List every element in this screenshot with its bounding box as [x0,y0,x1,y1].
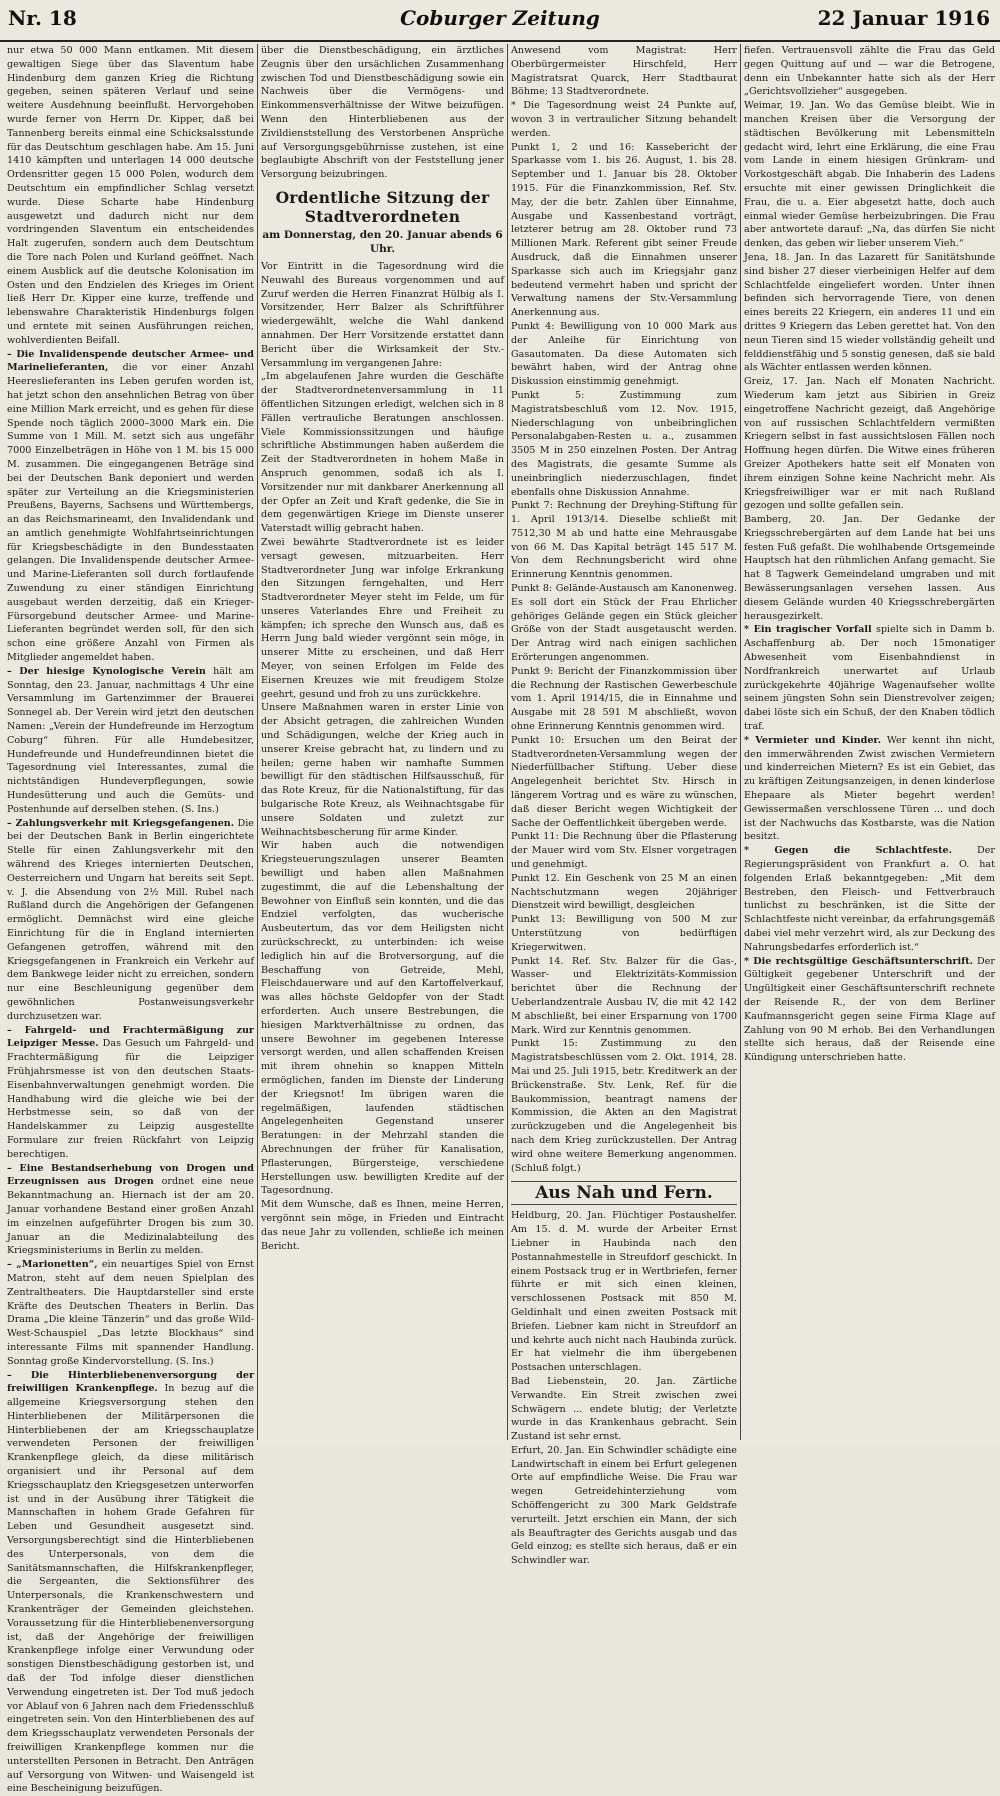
article-paragraph: Wir haben auch die notwendigen Kriegsteuerungszulagen unserer Beamten bewilligt und haben allen Maßnahmen zugestimmt, die auf die Lebenshaltung der Bewohner von Einfluß sein konnten, und die das Endziel verfolgten, das wucherische Ausbeutertum, das vor dem Heiligsten nicht zurückschreckt, zu unterbinden: ich weise lediglich hin auf die Brotversorgung, auf die Beschaffung von Getreide, Mehl, Fleischdauerware und auf den Kartoffelverkauf, was alles höchste Geldopfer von der Stadt erforderten. Auch unsere Bestrebungen, die hiesigen Marktverhältnisse zu ordnen, das unsere Bewohner im gegebenen Interesse versorgt werden, und allen schaffenden Kreisen mit ihrem ohnehin so knappen Mitteln ermöglichen, fanden im Dienste der Linderung der Kriegsnot! Im übrigen waren die regelmäßigen, laufenden städtischen Angelegenheiten Gegenstand unserer Beratungen: in der Mehrzahl standen die Abrechnungen der früher für Kanalisation, Pflasterungen, Bürgersteige, verschiedene Herstellungen usw. bewilligten Kredite auf der Tagesordnung. [261,839,504,1198]
article-heading: – Zahlungsverkehr mit Kriegsgefangenen. [7,818,234,829]
article-paragraph [744,623,995,733]
column-1 [4,44,257,1440]
article-heading: * Ein tragischer Vorfall [744,624,872,635]
article-paragraph: Punkt 5: Zustimmung zum Magistratsbeschluß vom 12. Nov. 1915, Niederschlagung von unbeibringlichen Personalabgaben-Resten u. a., zusammen 3505 M in 250 einzelnen Posten. Der Antrag des Magistrats, die gesamte Summe als uneinbringlich niederzuschlagen, findet ebenfalls ohne Diskussion Annahme. [511,389,737,499]
article-paragraph: Punkt 1, 2 und 16: Kassebericht der Sparkasse vom 1. bis 26. August, 1. bis 28. September und 1. Januar bis 28. Oktober 1915. Für die Finanzkommission, Ref. Stv. May, der die betr. Zahlen über Einnahme, Ausgabe und Kassenbestand vorträgt, letzterer betrug am 28. Oktober rund 73 Millionen Mark. Referent gibt seiner Freude Ausdruck, daß die Einnahmen unserer Sparkasse sich auch im Kriegsjahr ganz bedeutend vermehrt haben und spricht der Verwaltung namens der Stv.-Versammlung Anerkennung aus. [511,141,737,320]
article-paragraph: Punkt 8: Gelände-Austausch am Kanonenweg. Es soll dort ein Stück der Frau Ehrlicher gehöriges Gelände gegen ein Stück gleicher Größe von der Stadt ausgetauscht werden. Der Antrag wird nach einigen sachlichen Erörterungen angenommen. [511,582,737,665]
column-3 [508,44,740,1440]
article-paragraph: „Im abgelaufenen Jahre wurden die Geschäfte der Stadtverordnetenversammlung in 11 öffentlichen Sitzungen erledigt, welchen sich in 8 Fällen vertrauliche Beratungen anschlossen. Viele Kommissionssitzungen und häufige schriftliche Abstimmungen haben außerdem die Zeit der Stadtverordneten in hohem Maße in Anspruch genommen, sodaß ich als I. Vorsitzender nur mit dankbarer Anerkennung all der Opfer an Zeit und Kraft gedenke, die Sie in dem gegenwärtigen Kriege im Dienste unserer Vaterstadt willig gebracht haben. [261,370,504,536]
article-text: Der Gültigkeit gegebener Unterschrift und der Ungültigkeit einer Geschäftsunterschrift rechnete der Reisende R., der von dem Berliner Kaufmannsgericht gegen seine Firma Klage auf Zahlung von 90 M erhob. Bei den Verhandlungen stellte sich heraus, daß der Reisende eine Kündigung unterschrieben hatte. [744,956,995,1064]
issue-date: 22 Januar 1916 [818,6,990,30]
article-paragraph [7,1024,254,1162]
article-text: Die bei der Deutschen Bank in Berlin eingerichtete Stelle für einen Zahlungsverkehr mit den während des Krieges internierten Deutschen, Oesterreichern und Ungarn hat bereits seit Sept. v. J. die Absendung von 2½ Mill. Rubel nach Rußland durch die Angehörigen der Gefangenen ermöglicht. Demnächst wird eine gleiche Einrichtung für die in England internierten Gefangenen getroffen, während mit den Kriegsgefangenen in Frankreich ein Verkehr auf dem Bankwege leider nicht zu erreichen, sondern nur eine Beschleunigung gegenüber dem gewöhnlichen Postanweisungsverkehr durchzusetzen war. [7,818,254,1022]
article-heading: – Eine Bestandserhebung von Drogen und Erzeugnissen aus Drogen [7,1163,254,1188]
article-paragraph: Weimar, 19. Jan. Wo das Gemüse bleibt. Wie in manchen Kreisen über die Versorgung der städtischen Bevölkerung mit Lebensmitteln gedacht wird, lehrt eine Erklärung, die eine Frau vom Lande in einem hiesigen Grünkram- und Vorkostgeschäft abgab. Die Inhaberin des Ladens ersuchte mit einer gewissen Dringlichkeit die Frau, die u. a. Eier abgesetzt hatte, doch auch einmal wieder Gemüse herbeizubringen. Die Frau aber antwortete darauf: „Na, das dürfen Sie nicht denken, das geben wir lieber unserem Vieh.“ [744,99,995,251]
article-paragraph: Bad Liebenstein, 20. Jan. Zärtliche Verwandte. Ein Streit zwischen zwei Schwägern ... endete blutig; der Verletzte wurde in das Krankenhaus gebracht. Sein Zustand ist sehr ernst. [511,1375,737,1444]
article-paragraph: Vor Eintritt in die Tagesordnung wird die Neuwahl des Bureaus vorgenommen und auf Zuruf werden die Herren Finanzrat Hülbig als I. Vorsitzender, Herr Balzer als Schriftführer wiedergewählt, welche die Wahl dankend annahmen. Der Herr Vorsitzende erstattet dann Bericht über die Wirksamkeit der Stv.-Versammlung im vergangenen Jahre: [261,260,504,370]
article-paragraph: Anwesend vom Magistrat: Herr Oberbürgermeister Hirschfeld, Herr Magistratsrat Quarck, Herr Stadtbaurat Böhme; 13 Stadtverordnete. [511,44,737,99]
issue-number: Nr. 18 [8,6,77,30]
article-paragraph: Bamberg, 20. Jan. Der Gedanke der Kriegsschrebergärten auf dem Lande hat bei uns festen Fuß gefaßt. Die wohlhabende Ortsgemeinde Hauptsch hat den rühmlichen Anfang gemacht. Sie hat 8 Tagwerk Gemeindeland umgraben und mit Bewässerungsanlagen versehen lassen. Aus diesem Gelände wurden 40 Kriegsschrebergärten herausgezirkelt. [744,513,995,623]
article-paragraph: Punkt 12. Ein Geschenk von 25 M an einen Nachtschutzmann wegen 20jähriger Dienstzeit wird bewilligt, desgleichen [511,872,737,913]
article-text: spielte sich in Damm b. Aschaffenburg ab. Der noch 15monatiger Abwesenheit vom Eisenbahndienst in Nordfrankreich unerwartet auf Urlaub zurückgekehrte 40jährige Wagenaufseher wollte seinem jüngsten Sohn sein Dienstrevolver zeigen; dabei löste sich ein Schuß, der den Knaben tödlich traf. [744,624,995,732]
article-paragraph [7,1162,254,1259]
article-paragraph: Punkt 13: Bewilligung von 500 M zur Unterstützung von bedürftigen Kriegerwitwen. [511,913,737,954]
article-text: Der Regierungspräsident von Frankfurt a. O. hat folgenden Erlaß bekanntgegeben: „Mit dem Bestreben, den Fleisch- und Fettverbrauch tunlichst zu beschränken, ist die Sitte der Schlachtfeste nicht vereinbar, da erfahrungsgemäß dabei viel mehr verzehrt wird, als zur Deckung des Nahrungsbedarfes erforderlich ist.“ [744,845,995,953]
column-4 [741,44,998,1440]
article-heading: – Der hiesige Kynologische Verein [7,666,206,677]
article-heading: – Die Invalidenspende deutscher Armee- und Marinelieferanten, [7,349,254,374]
article-paragraph: Erfurt, 20. Jan. Ein Schwindler schädigte eine Landwirtschaft in einem bei Erfurt gelegenen Orte auf empfindliche Weise. Die Frau war wegen Getreidehinterziehung vom Schöffengericht zu 300 Mark Geldstrafe verurteilt. Jetzt erschien ein Mann, der sich als Beauftragter des Gerichts ausgab und das Geld einzog; es stellte sich heraus, daß er ein Schwindler war. [511,1444,737,1568]
newspaper-title: Coburger Zeitung [0,6,1000,30]
article-paragraph: fiefen. Vertrauensvoll zählte die Frau das Geld gegen Quittung auf und — war die Betrogene, denn ein Unbekannter hatte sich als der Herr „Gerichtsvollzieher“ ausgegeben. [744,44,995,99]
columns [4,44,998,1440]
article-text: Das Gesuch um Fahrgeld- und Frachtermäßigung für die Leipziger Frühjahrsmesse ist von den deutschen Staats-Eisenbahnverwaltungen genehmigt worden. Die Handhabung wird die gleiche wie bei der Herbstmesse sein, so daß von der Handelskammer zu Leipzig ausgestellte Formulare zur freien Rückfahrt von Leipzig berechtigen. [7,1038,254,1159]
article-paragraph: Zwei bewährte Stadtverordnete ist es leider versagt gewesen, mitzuarbeiten. Herr Stadtverordneter Jung war infolge Erkrankung den Sitzungen ferngehalten, und Herr Stadtverordneter Meyer steht im Felde, um für unseres Vaterlandes Ehre und Freiheit zu kämpfen; ich spreche den Wunsch aus, daß es Herrn Jung bald wieder vergönnt sein möge, in unserer Mitte zu erscheinen, und daß Herr Meyer, von seinen Erfolgen im Felde des Eisernen Kreuzes wie mit freudigem Stolze geehrt, gesund und froh zu uns zurückkehre. [261,536,504,702]
section-title: Aus Nah und Fern. [511,1181,737,1205]
article-text: ein neuartiges Spiel von Ernst Matron, steht auf dem neuen Spielplan des Zentraltheaters. Die Hauptdarsteller sind erste Kräfte des Deutschen Theaters in Berlin. Das Drama „Die kleine Tänzerin“ und das große Wild-West-Schauspiel „Das letzte Blockhaus“ sind interessante Films mit spannender Handlung. Sonntag große Kindervorstellung. (S. Ins.) [7,1259,254,1367]
article-paragraph: über die Dienstbeschädigung, ein ärztliches Zeugnis über den ursächlichen Zusammenhang zwischen Tod und Dienstbeschädigung sowie ein Nachweis über die Vermögens- und Einkommensverhältnisse der Witwe beizufügen. Wenn den Hinterbliebenen aus der Zivildienststellung des Verstorbenen Ansprüche auf Versorgungsgebührnisse zustehen, ist eine beglaubigte Abschrift von der Feststellung jener Versorgung beizubringen. [261,44,504,182]
column-2 [258,44,507,1440]
article-paragraph: Jena, 18. Jan. In das Lazarett für Sanitätshunde sind bisher 27 dieser vierbeinigen Helfer auf dem Schlachtfelde eingeliefert worden. Unter ihnen befinden sich hervorragende Tiere, von denen eines bereits 22 Kriegern, ein anderes 11 und ein drittes 9 Kriegern das Leben gerettet hat. Von den neun Tieren sind 15 wieder vollständig geheilt und felddienstfähig und 5 sonstig genesen, daß sie bald als Wächter entlassen werden können. [744,251,995,375]
article-subheadline: am Donnerstag, den 20. Januar abends 6 Uhr. [261,228,504,256]
article-paragraph: Punkt 14. Ref. Stv. Balzer für die Gas-, Wasser- und Elektrizitäts-Kommission berichtet über die Rechnung der Ueberlandzentrale Ausbau IV, die mit 42 142 M abschließt, bei einer Ersparnung von 1700 Mark. Wird zur Kenntnis genommen. [511,955,737,1038]
article-heading: * Die rechtsgültige Geschäftsunterschrift. [744,956,973,967]
article-text: ordnet eine neue Bekanntmachung an. Hiernach ist der am 20. Januar vorhandene Bestand einer großen Anzahl im einzelnen aufgeführter Drogen bis zum 30. Januar an die Medizinalabteilung des Kriegsministeriums in Berlin zu melden. [7,1176,254,1256]
article-paragraph [7,348,254,665]
article-paragraph: nur etwa 50 000 Mann entkamen. Mit diesem gewaltigen Siege über das Slaventum habe Hindenburg dem ganzen Krieg die Richtung gegeben, seinen späteren Verlauf und seine weitere Ausdehnung beeinflußt. Hervorgehoben wurde ferner von Herrn Dr. Kipper, daß bei Tannenberg bereits einmal eine Schicksalsstunde für das Deutschtum geschlagen habe. Am 15. Juni 1410 kämpften und unterlagen 14 000 deutsche Ordensritter gegen 15 000 Polen, wodurch dem Deutschtum ein empfindlicher Schlag versetzt wurde. Diese Scharte habe Hindenburg ausgewetzt und dadurch nicht nur dem vordringenden Slaventum ein entscheidendes Halt zugerufen, sondern auch dem Deutschtum die Tore nach Polen und Kurland geöffnet. Nach einem Ausblick auf die deutsche Kolonisation im Osten und den Endzielen des Krieges im Orient ließ Herr Dr. Kipper eine kurze, treffende und lebenswahre Charakteristik Hindenburgs folgen und erntete mit seinen Ausführungen reichen, wohlverdienten Beifall. [7,44,254,348]
article-paragraph [7,817,254,1024]
article-paragraph: Mit dem Wunsche, daß es Ihnen, meine Herren, vergönnt sein möge, in Frieden und Eintracht das neue Jahr zu vollenden, schließe ich meinen Bericht. [261,1198,504,1253]
article-text: die vor einer Anzahl Heereslieferanten ins Leben gerufen worden ist, hat jetzt schon den ansehnlichen Betrag von über eine Million Mark erreicht, und es gehen für diese Spende noch täglich 2000–3000 Mark ein. Die Summe von 1 Mill. M. setzt sich aus ungefähr 7000 Einzelbeträgen in Höhe von 1 M. bis 15 000 M. zusammen. Die eingegangenen Beträge sind bei der Deutschen Bank deponiert und werden später zur Verteilung an die Kriegsministerien Preußens, Bayerns, Sachsens und Württembergs, an das Reichsmarineamt, den Invalidendank und an amtlich genehmigte Wohlfahrtseinrichtungen für Kriegsbeschädigte in den Bundesstaaten gelangen. Die Invalidenspende deutscher Armee- und Marine-Lieferanten soll durch fortlaufende Zuwendung zu einer ständigen Einrichtung ausgebaut werden derzeitig, daß ein Krieger-Fürsorgebund deutscher Armee- und Marine-Lieferanten begründet werden soll, für den sich schon eine größere Anzahl von Firmen als Mitglieder angemeldet haben. [7,362,254,663]
article-text: Wer kennt ihn nicht, den immerwährenden Zwist zwischen Vermietern und kinderreichen Mietern? Es ist ein Gebiet, das zu kräftigen Zeitungsanzeigen, in denen kinderlose Ehepaare als Mieter begehrt werden! Gewissermaßen verschlossene Türen ... und doch ist der Nachwuchs das Kostbarste, was die Nation besitzt. [744,735,995,843]
article-text: hält am Sonntag, den 23. Januar, nachmittags 4 Uhr eine Versammlung im Gartenzimmer der Brauerei Sonnegel ab. Der Verein wird jetzt den deutschen Namen: „Verein der Hundefreunde im Herzogtum Coburg“ führen. Für alle Hundebesitzer, Hundefreunde und Hundefreundinnen bietet die Tagesordnung viel Interessantes, zumal die nichtständigen Hundeverpflegungen, sowie Hundesütterung und auch die Gemüts- und Postenhunde auf derselben stehen. (S. Ins.) [7,666,254,815]
article-paragraph: * Die Tagesordnung weist 24 Punkte auf, wovon 3 in vertraulicher Sitzung behandelt werden. [511,99,737,140]
article-paragraph: Punkt 9: Bericht der Finanzkommission über die Rechnung der Rastischen Gewerbeschule vom 1. April 1914/15, die in Einnahme und Ausgabe mit 28 591 M abschließt, wovon ohne Erinnerung Kenntnis genommen wird. [511,665,737,734]
article-headline: Ordentliche Sitzung der Stadtverordneten [261,188,504,226]
article-paragraph: Heldburg, 20. Jan. Flüchtiger Postaushelfer. Am 15. d. M. wurde der Arbeiter Ernst Liebner in Haubinda nach den Postannahmestelle in Streufdorf geschickt. In einem Postsack trug er in Wertbriefen, ferner führte er mit sich einen kleinen, verschlossenen Postsack mit 850 M. Geldinhalt und einen zweiten Postsack mit Briefen. Liebner kam nicht in Streufdorf an und kehrte auch nicht nach Haubinda zurück. Er hat vielmehr die ihm übergebenen Postsachen unterschlagen. [511,1209,737,1375]
article-heading: – Die Hinterbliebenenversorgung der freiwilligen Krankenpflege. [7,1370,254,1395]
article-paragraph: Punkt 15: Zustimmung zu den Magistratsbeschlüssen vom 2. Okt. 1914, 28. Mai und 25. Juli 1915, betr. Kreditwerk an der Brückenstraße. Stv. Lenk, Ref. für die Baukommission, beantragt namens der Kommission, die Akten an den Magistrat zurückzugeben und die Angelegenheit bis nach dem Krieg zurückzustellen. Der Antrag wird ohne weitere Bemerkung angenommen. (Schluß folgt.) [511,1037,737,1175]
article-paragraph [744,844,995,954]
article-paragraph: Unsere Maßnahmen waren in erster Linie von der Absicht getragen, die zahlreichen Wunden und Schädigungen, welche der Krieg auch in unserer Kreise gebracht hat, zu lindern und zu heilen; gerne haben wir namhafte Summen bewilligt für den städtischen Hilfsausschuß, für das Rote Kreuz, für die Nationalstiftung, für das bulgarische Rote Kreuz, als Weihnachtsgabe für unsere Soldaten und zuletzt zur Weihnachtsbescherung für arme Kinder. [261,701,504,839]
article-paragraph: Punkt 7: Rechnung der Dreyhing-Stiftung für 1. April 1913/14. Dieselbe schließt mit 7512,30 M ab und hatte eine Mehrausgabe von 66 M. Das Kapital beträgt 145 517 M. Von dem Rechnungsbericht wird ohne Erinnerung Kenntnis genommen. [511,499,737,582]
article-paragraph [7,665,254,817]
article-paragraph [744,734,995,844]
article-paragraph [7,1258,254,1368]
article-paragraph: Punkt 10: Ersuchen um den Beirat der Stadtverordneten-Versammlung wegen der Niederfüllbacher Stiftung. Ueber diese Angelegenheit berichtet Stv. Hirsch in längerem Vortrag und es wäre zu wünschen, daß dieser Bericht wegen Wichtigkeit der Sache der Oeffentlichkeit übergeben werde. [511,734,737,831]
article-paragraph: Punkt 11: Die Rechnung über die Pflasterung der Mauer wird vom Stv. Elsner vorgetragen und genehmigt. [511,830,737,871]
article-paragraph [744,955,995,1065]
article-heading: * Gegen die Schlachtfeste. [744,845,952,856]
masthead [0,0,1000,42]
article-paragraph: Punkt 4: Bewilligung von 10 000 Mark aus der Anleihe für Einrichtung von Gasautomaten. Da diese Automaten sich bewährt haben, wird der Antrag ohne Diskussion einstimmig genehmigt. [511,320,737,389]
article-paragraph: Greiz, 17. Jan. Nach elf Monaten Nachricht. Wiederum kam jetzt aus Sibirien in Greiz eingetroffene Nachricht gezeigt, daß Angehörige von auf russischen Schlachtfeldern vermißten Kriegern selbst in fast aussichtslosen Fällen noch Hoffnung hegen dürfen. Die Witwe eines früheren Greizer Apothekers hatte seit elf Monaten von ihrem einzigen Sohne keine Nachricht mehr. Als Kriegsfreiwilliger war er mit nach Rußland gezogen und sollte gefallen sein. [744,375,995,513]
article-heading: – Fahrgeld- und Frachtermäßigung zur Leipziger Messe. [7,1025,254,1050]
article-text: In bezug auf die allgemeine Kriegsversorgung stehen den Hinterbliebenen der Militärpersonen die Hinterbliebenen der am Kriegsschauplatze verwendeten Personen der freiwilligen Krankenpflege gleich, da diese militärisch organisiert und ihr Personal auf dem Kriegsschauplatz den Kriegsgesetzen unterworfen ist und in der Ausübung ihrer Tätigkeit die Mannschaften in hohem Grade Gefahren für Leben und Gesundheit ausgesetzt sind. Versorgungsberechtigt sind die Hinterbliebenen des Unterpersonals, von dem die Sanitätsmannschaften, die Hilfskrankenpfleger, die Sergeanten, die Sektionsführer des Unterpersonals, die Krankenschwestern und Krankenträger der Gemeinden gleichstehen. Voraussetzung für die Hinterbliebenenversorgung ist, daß der Angehörige der freiwilligen Krankenpflege infolge einer Verwundung oder sonstigen Dienstbeschädigung gestorben ist, und daß der Tod infolge dieser dienstlichen Verwendung eingetreten ist. Der Tod muß jedoch vor Ablauf von 6 Jahren nach dem Friedensschluß eingetreten sein. Von den Hinterbliebenen des auf dem Kriegsschauplatz verwendeten Personals der freiwilligen Krankenpflege kommen nur die unterstellten Personen in Betracht. Den Anträgen auf Versorgung von Witwen- und Waisengeld ist eine Bescheinigung beizufügen. [7,1383,254,1794]
article-paragraph [7,1369,254,1796]
article-heading: – „Marionetten“, [7,1259,98,1270]
article-heading: * Vermieter und Kinder. [744,735,881,746]
